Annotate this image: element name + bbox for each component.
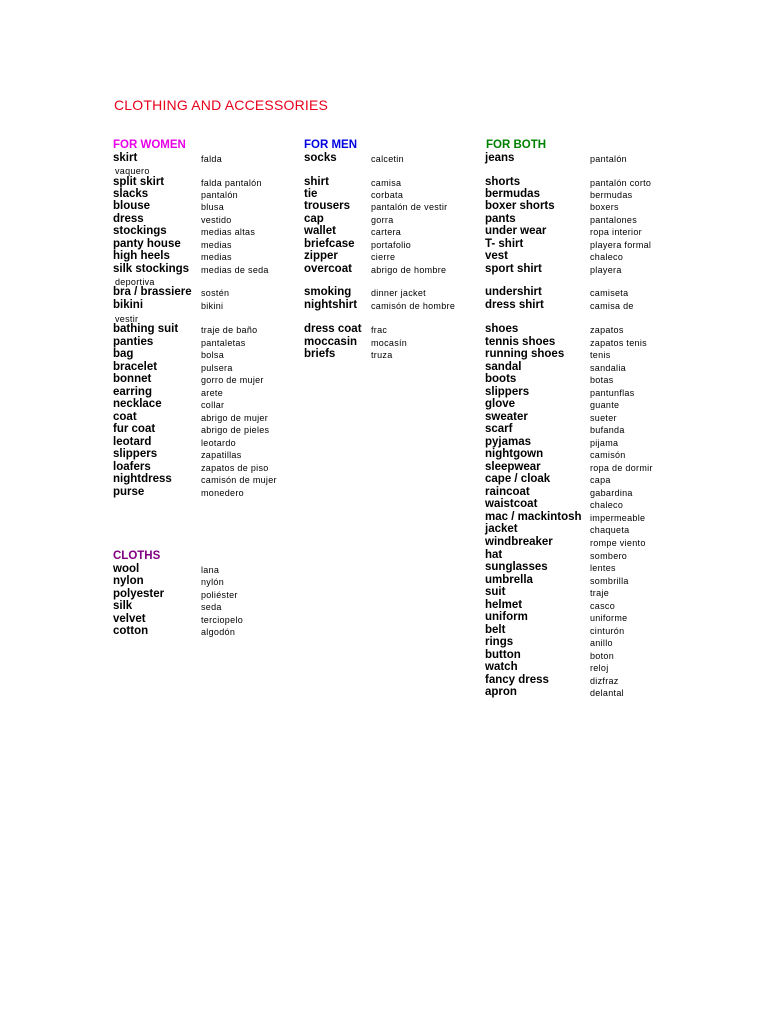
spanish-translation: sombrilla <box>590 576 629 586</box>
english-term: cape / cloak <box>485 473 551 485</box>
english-term: nylon <box>113 575 144 587</box>
spanish-translation: rompe viento <box>590 538 646 548</box>
english-term: helmet <box>485 599 523 611</box>
spanish-translation: falda <box>201 154 223 164</box>
english-term: tennis shoes <box>485 336 556 348</box>
spanish-translation: cinturón <box>590 626 625 636</box>
spanish-translation: ropa de dormir <box>590 463 653 473</box>
english-term: under wear <box>485 225 547 237</box>
english-term: fancy dress <box>485 674 549 686</box>
spanish-translation: capa <box>590 475 611 485</box>
spanish-translation: monedero <box>201 488 244 498</box>
spanish-translation: algodón <box>201 627 236 637</box>
english-term: hat <box>485 549 503 561</box>
spanish-translation: leotardo <box>201 438 236 448</box>
spanish-translation: pantalón corto <box>590 178 652 188</box>
spanish-translation: pantalón de vestir <box>371 202 448 212</box>
english-term: trousers <box>304 200 351 212</box>
spanish-translation: medias <box>201 252 232 262</box>
english-term: briefs <box>304 348 336 360</box>
english-term: uniform <box>485 611 528 623</box>
english-term: moccasin <box>304 336 358 348</box>
english-term: slacks <box>113 188 149 200</box>
spanish-translation: pantaletas <box>201 338 246 348</box>
english-term: panties <box>113 336 154 348</box>
spanish-translation: cierre <box>371 252 396 262</box>
english-term: silk <box>113 600 133 612</box>
english-term: dress <box>113 213 144 225</box>
english-term: jeans <box>485 152 515 164</box>
spanish-translation: gabardina <box>590 488 633 498</box>
english-term: socks <box>304 152 337 164</box>
spanish-translation: delantal <box>590 688 624 698</box>
english-term: windbreaker <box>485 536 553 548</box>
english-term: velvet <box>113 613 146 625</box>
spanish-translation: camisón de hombre <box>371 301 456 311</box>
english-term: rings <box>485 636 514 648</box>
spanish-translation: sostén <box>201 288 230 298</box>
spanish-translation: frac <box>371 325 388 335</box>
english-term: nightshirt <box>304 299 358 311</box>
english-term: coat <box>113 411 137 423</box>
english-term: tie <box>304 188 318 200</box>
spanish-translation: pulsera <box>201 363 233 373</box>
column-for-men <box>304 152 479 367</box>
english-term: high heels <box>113 250 170 262</box>
column-for-both <box>485 152 665 707</box>
english-term: bonnet <box>113 373 152 385</box>
english-term: nightdress <box>113 473 172 485</box>
spanish-translation: chaleco <box>590 500 624 510</box>
english-term: shorts <box>485 176 521 188</box>
spanish-translation: anillo <box>590 638 613 648</box>
english-term: zipper <box>304 250 338 262</box>
english-term: nightgown <box>485 448 544 460</box>
english-term: bathing suit <box>113 323 179 335</box>
english-term: pyjamas <box>485 436 532 448</box>
english-term: mac / mackintosh <box>485 511 582 523</box>
spanish-translation: abrigo de pieles <box>201 425 270 435</box>
spanish-translation: zapatillas <box>201 450 242 460</box>
english-term: purse <box>113 486 145 498</box>
spanish-translation: zapatos <box>590 325 624 335</box>
english-term: shoes <box>485 323 519 335</box>
english-term: briefcase <box>304 238 355 250</box>
english-term: sandal <box>485 361 522 373</box>
english-term: glove <box>485 398 516 410</box>
english-term: panty house <box>113 238 181 250</box>
spanish-translation: bikini <box>201 301 224 311</box>
spanish-translation: medias <box>201 240 232 250</box>
spanish-translation: vestido <box>201 215 232 225</box>
english-term: silk stockings <box>113 263 190 275</box>
english-term: skirt <box>113 152 138 164</box>
english-term: suit <box>485 586 506 598</box>
english-term: sweater <box>485 411 528 423</box>
spanish-translation: falda pantalón <box>201 178 262 188</box>
spanish-translation: pijama <box>590 438 619 448</box>
english-term: wallet <box>304 225 336 237</box>
english-term: scarf <box>485 423 513 435</box>
english-term: polyester <box>113 588 165 600</box>
heading-for-men: FOR MEN <box>304 139 358 151</box>
spanish-translation: bermudas <box>590 190 633 200</box>
english-term: belt <box>485 624 506 636</box>
heading-for-both: FOR BOTH <box>486 139 547 151</box>
spanish-translation: traje <box>590 588 610 598</box>
english-term: sunglasses <box>485 561 548 573</box>
english-term: stockings <box>113 225 167 237</box>
english-term: dress shirt <box>485 299 544 311</box>
spanish-translation: traje de baño <box>201 325 258 335</box>
spanish-translation: medias altas <box>201 227 256 237</box>
spanish-translation: camisa de <box>590 301 634 311</box>
spanish-translation: casco <box>590 601 616 611</box>
spanish-translation: pantalones <box>590 215 638 225</box>
english-term: sleepwear <box>485 461 541 473</box>
spanish-translation: camiseta <box>590 288 629 298</box>
english-term: wool <box>113 563 140 575</box>
english-term: bra / brassiere <box>113 286 192 298</box>
spanish-translation: chaqueta <box>590 525 630 535</box>
english-term: raincoat <box>485 486 530 498</box>
spanish-translation: poliéster <box>201 590 238 600</box>
english-term: slippers <box>113 448 158 460</box>
english-term: pants <box>485 213 516 225</box>
english-term: leotard <box>113 436 152 448</box>
spanish-translation: playera formal <box>590 240 652 250</box>
spanish-translation: truza <box>371 350 393 360</box>
spanish-translation: dizfraz <box>590 676 619 686</box>
spanish-translation: lentes <box>590 563 616 573</box>
spanish-translation: gorro de mujer <box>201 375 264 385</box>
spanish-translation: abrigo de hombre <box>371 265 447 275</box>
english-term: undershirt <box>485 286 542 298</box>
spanish-translation: camisón <box>590 450 626 460</box>
spanish-translation: tenis <box>590 350 611 360</box>
english-term: apron <box>485 686 517 698</box>
spanish-translation: seda <box>201 602 222 612</box>
spanish-translation: arete <box>201 388 224 398</box>
spanish-translation: gorra <box>371 215 394 225</box>
english-term: waistcoat <box>485 498 538 510</box>
english-term: running shoes <box>485 348 565 360</box>
spanish-translation: boton <box>590 651 615 661</box>
spanish-translation: blusa <box>201 202 225 212</box>
english-term: cap <box>304 213 324 225</box>
spanish-translation: zapatos de piso <box>201 463 269 473</box>
english-term: split skirt <box>113 176 165 188</box>
spanish-translation: uniforme <box>590 613 628 623</box>
wrapped-text: vaquero <box>115 166 150 176</box>
spanish-translation: sombero <box>590 551 628 561</box>
english-term: boxer shorts <box>485 200 555 212</box>
english-term: watch <box>485 661 518 673</box>
english-term: T- shirt <box>485 238 524 250</box>
spanish-translation: lana <box>201 565 220 575</box>
heading-for-women: FOR WOMEN <box>113 139 186 151</box>
spanish-translation: zapatos tenis <box>590 338 647 348</box>
spanish-translation: pantalón <box>590 154 627 164</box>
page-title: CLOTHING AND ACCESSORIES <box>114 97 329 113</box>
wrapped-text: vestir <box>115 314 139 324</box>
spanish-translation: medias de seda <box>201 265 269 275</box>
spanish-translation: sueter <box>590 413 617 423</box>
spanish-translation: botas <box>590 375 614 385</box>
spanish-translation: corbata <box>371 190 404 200</box>
english-term: bracelet <box>113 361 158 373</box>
english-term: jacket <box>485 523 518 535</box>
spanish-translation: boxers <box>590 202 619 212</box>
english-term: smoking <box>304 286 352 298</box>
english-term: bermudas <box>485 188 540 200</box>
english-term: fur coat <box>113 423 156 435</box>
spanish-translation: bolsa <box>201 350 225 360</box>
english-term: sport shirt <box>485 263 542 275</box>
wrapped-text: deportiva <box>115 277 155 287</box>
spanish-translation: portafolio <box>371 240 412 250</box>
spanish-translation: camisa <box>371 178 402 188</box>
spanish-translation: guante <box>590 400 620 410</box>
english-term: button <box>485 649 521 661</box>
spanish-translation: collar <box>201 400 225 410</box>
english-term: earring <box>113 386 152 398</box>
english-term: overcoat <box>304 263 352 275</box>
column-cloths <box>113 563 293 643</box>
spanish-translation: ropa interior <box>590 227 642 237</box>
english-term: necklace <box>113 398 162 410</box>
english-term: dress coat <box>304 323 362 335</box>
column-for-women <box>113 152 293 502</box>
spanish-translation: reloj <box>590 663 609 673</box>
english-term: cotton <box>113 625 149 637</box>
spanish-translation: camisón de mujer <box>201 475 277 485</box>
english-term: loafers <box>113 461 151 473</box>
english-term: boots <box>485 373 517 385</box>
english-term: vest <box>485 250 509 262</box>
english-term: blouse <box>113 200 151 212</box>
spanish-translation: cartera <box>371 227 402 237</box>
spanish-translation: pantunflas <box>590 388 635 398</box>
spanish-translation: sandalia <box>590 363 626 373</box>
spanish-translation: chaleco <box>590 252 624 262</box>
spanish-translation: calcetin <box>371 154 404 164</box>
english-term: umbrella <box>485 574 533 586</box>
spanish-translation: mocasín <box>371 338 408 348</box>
spanish-translation: nylón <box>201 577 225 587</box>
spanish-translation: abrigo de mujer <box>201 413 269 423</box>
english-term: slippers <box>485 386 530 398</box>
spanish-translation: terciopelo <box>201 615 244 625</box>
english-term: bag <box>113 348 134 360</box>
spanish-translation: playera <box>590 265 622 275</box>
spanish-translation: impermeable <box>590 513 646 523</box>
spanish-translation: bufanda <box>590 425 625 435</box>
english-term: shirt <box>304 176 329 188</box>
english-term: bikini <box>113 299 144 311</box>
heading-cloths: CLOTHS <box>113 550 161 562</box>
spanish-translation: dinner jacket <box>371 288 426 298</box>
spanish-translation: pantalón <box>201 190 238 200</box>
